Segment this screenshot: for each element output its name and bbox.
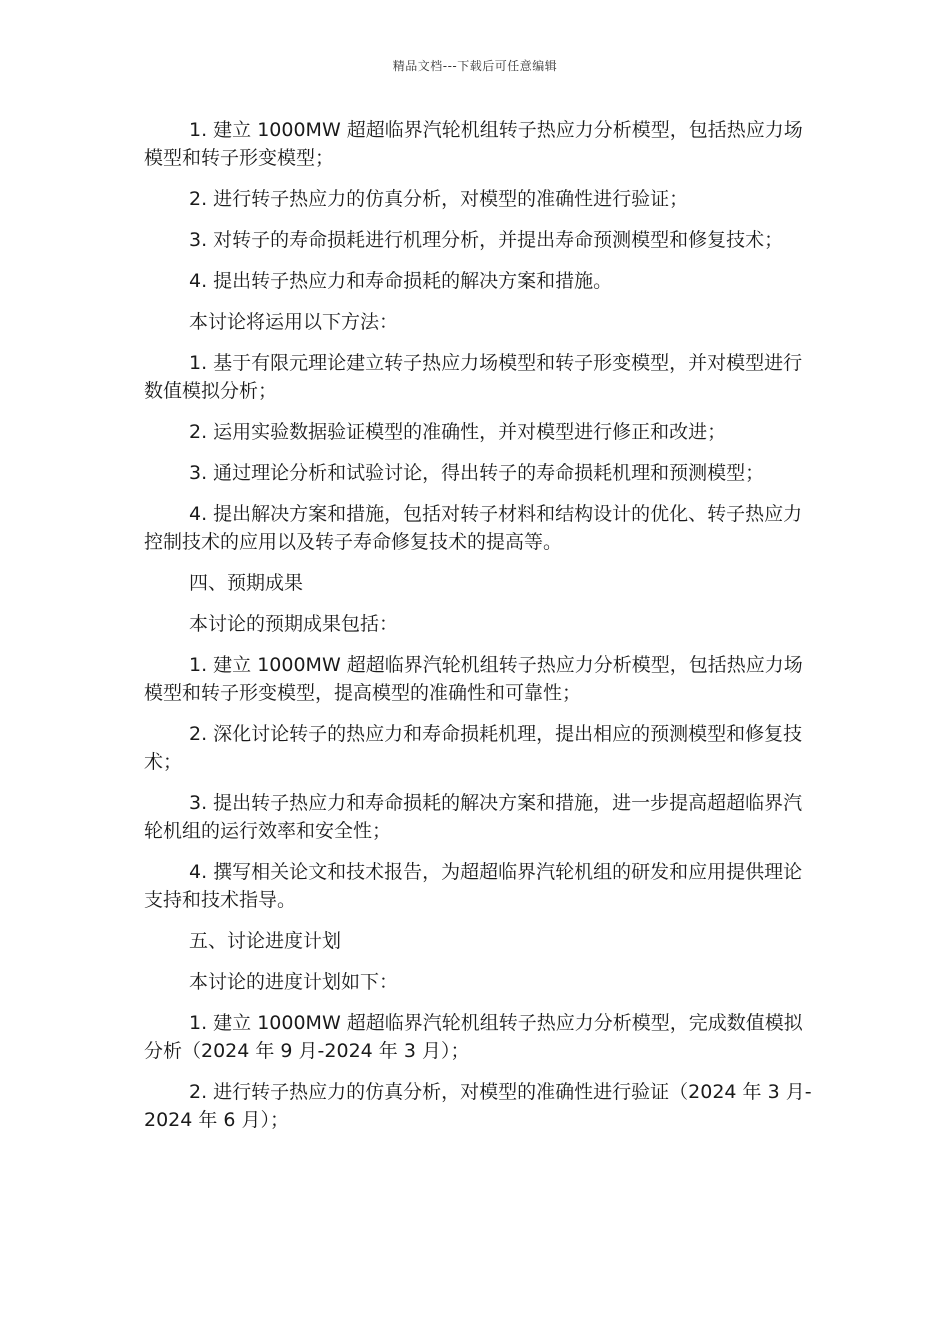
- document-body: [144, 116, 812, 1147]
- paragraph-method-3: 3. 通过理论分析和试验讨论，得出转子的寿命损耗机理和预测模型；: [189, 462, 765, 484]
- paragraph-goal-2: 2. 进行转子热应力的仿真分析，对模型的准确性进行验证；: [189, 188, 689, 210]
- paragraph-result-2: 2. 深化讨论转子的热应力和寿命损耗机理，提出相应的预测模型和修复技术；: [144, 723, 803, 773]
- section-heading-schedule: 五、讨论进度计划: [189, 930, 342, 952]
- paragraph-goal-4: 4. 提出转子热应力和寿命损耗的解决方案和措施。: [189, 270, 613, 292]
- paragraph-goal-3: 3. 对转子的寿命损耗进行机理分析，并提出寿命预测模型和修复技术；: [189, 229, 784, 251]
- paragraph-result-3: 3. 提出转子热应力和寿命损耗的解决方案和措施，进一步提高超超临界汽轮机组的运行效率和安全性；: [144, 792, 803, 842]
- page-header: 精品文档---下载后可任意编辑: [392, 59, 558, 73]
- paragraph-goal-1: 1. 建立 1000MW 超超临界汽轮机组转子热应力分析模型，包括热应力场模型和转子形变模型；: [144, 119, 803, 169]
- paragraph-result-1: 1. 建立 1000MW 超超临界汽轮机组转子热应力分析模型，包括热应力场模型和转子形变模型，提高模型的准确性和可靠性；: [144, 654, 803, 704]
- paragraph-methods-intro: 本讨论将运用以下方法：: [189, 311, 399, 333]
- paragraph-method-1: 1. 基于有限元理论建立转子热应力场模型和转子形变模型，并对模型进行数值模拟分析；: [144, 352, 803, 402]
- paragraph-method-4: 4. 提出解决方案和措施，包括对转子材料和结构设计的优化、转子热应力控制技术的应用以及转子寿命修复技术的提高等。: [144, 503, 803, 553]
- paragraph-results-intro: 本讨论的预期成果包括：: [189, 613, 399, 635]
- paragraph-result-4: 4. 撰写相关论文和技术报告，为超超临界汽轮机组的研发和应用提供理论支持和技术指导。: [144, 861, 803, 911]
- paragraph-method-2: 2. 运用实验数据验证模型的准确性，并对模型进行修正和改进；: [189, 421, 727, 443]
- paragraph-schedule-1: 1. 建立 1000MW 超超临界汽轮机组转子热应力分析模型，完成数值模拟分析（2024 年 9 月-2024 年 3 月）；: [144, 1012, 803, 1062]
- paragraph-schedule-intro: 本讨论的进度计划如下：: [189, 971, 399, 993]
- section-heading-expected-results: 四、预期成果: [189, 572, 304, 594]
- paragraph-schedule-2: 2. 进行转子热应力的仿真分析，对模型的准确性进行验证（2024 年 3 月-2024 年 6 月）；: [144, 1081, 812, 1131]
